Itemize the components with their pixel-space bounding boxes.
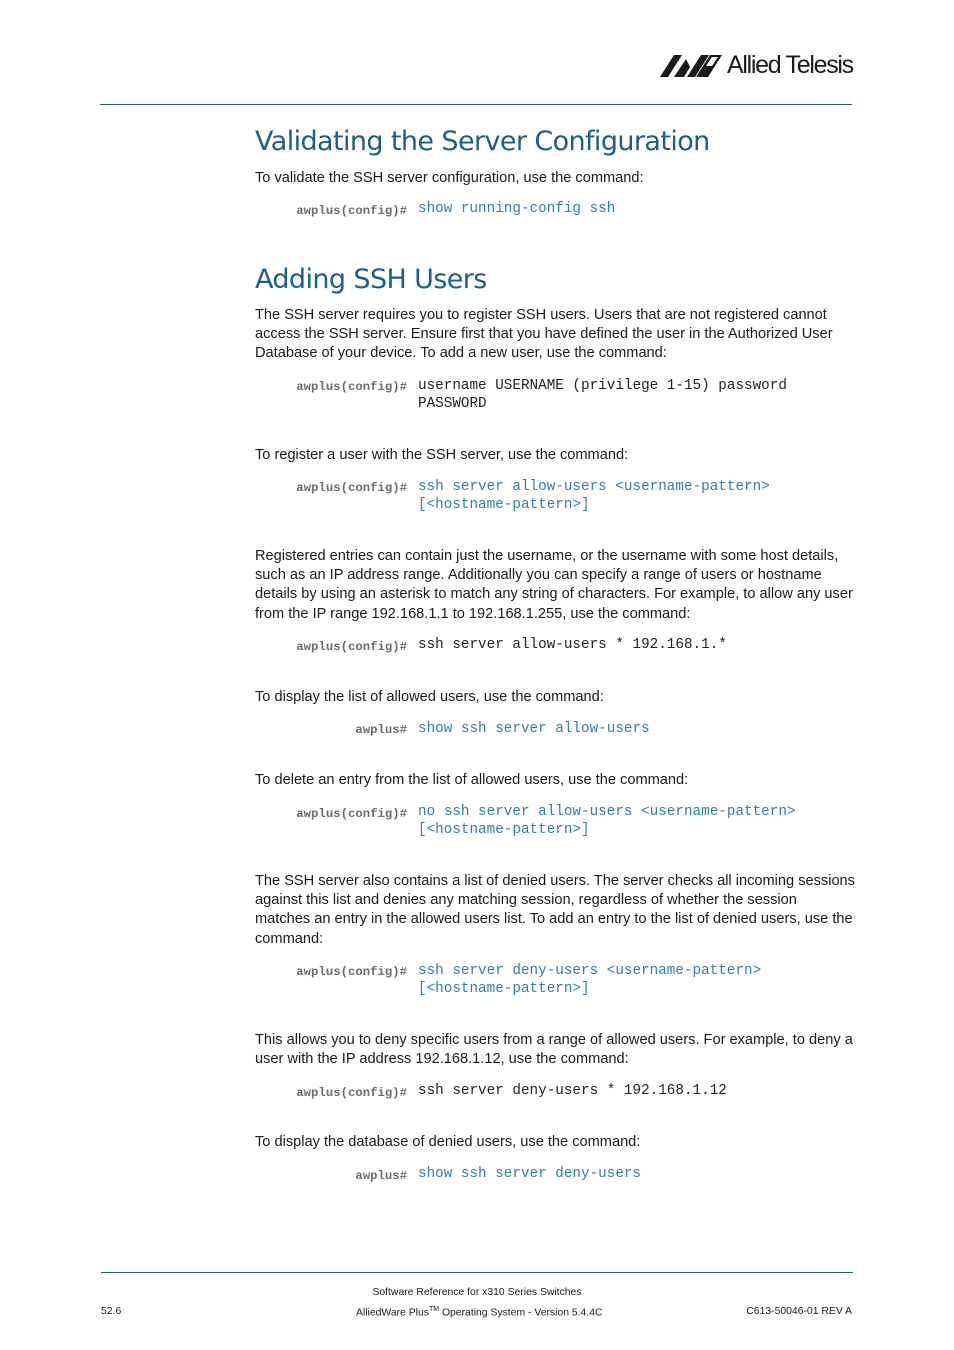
command-no-ssh-server-allow-users: no ssh server allow-users <username-pattern> [<hostname-pattern>] xyxy=(418,804,796,838)
command-show-allow-users: show ssh server allow-users xyxy=(418,721,650,737)
paragraph: This allows you to deny specific users from a range of allowed users. For example, to deny a user with the IP address 192.168.1.12, use the command: xyxy=(255,1032,853,1068)
command-prompt: awplus(config)# xyxy=(296,807,407,821)
paragraph: To delete an entry from the list of allowed users, use the command: xyxy=(255,772,689,788)
command-prompt: awplus(config)# xyxy=(296,640,407,654)
command-prompt: awplus(config)# xyxy=(296,380,407,394)
footer-product-version: Operating System - Version 5.4.4C xyxy=(439,1307,603,1319)
command-prompt: awplus# xyxy=(355,1169,407,1183)
command-prompt: awplus(config)# xyxy=(296,204,407,218)
heading-validating: Validating the Server Configuration xyxy=(255,126,710,157)
paragraph: To display the database of denied users, use the command: xyxy=(255,1134,641,1150)
footer-product-name: AlliedWare Plus xyxy=(356,1307,429,1319)
document-number: C613-50046-01 REV A xyxy=(746,1306,852,1317)
paragraph: The SSH server requires you to register SSH users. Users that are not registered cannot access the SSH server. Ensure first that you have defined the user in the Authorized User Database of your device. To add a new user, use the command: xyxy=(255,307,833,362)
command-show-deny-users: show ssh server deny-users xyxy=(418,1166,642,1182)
command-show-running-config: show running-config ssh xyxy=(418,201,616,217)
heading-adding-ssh-users: Adding SSH Users xyxy=(255,264,487,295)
command-allow-users-example: ssh server allow-users * 192.168.1.* xyxy=(418,637,727,653)
logo-text: Allied Telesis xyxy=(727,51,853,79)
command-prompt: awplus(config)# xyxy=(296,965,407,979)
paragraph: Registered entries can contain just the username, or the username with some host details, such as an IP address range. Additionally you can specify a range of users or hostname details by using an asterisk to match any string of characters. For example, to allow any user from the IP range 192.168.1.1 to 192.168.1.255, use the command: xyxy=(255,548,853,622)
footer-title: Software Reference for x310 Series Switches xyxy=(372,1287,582,1298)
command-deny-users-example: ssh server deny-users * 192.168.1.12 xyxy=(418,1083,727,1099)
validating-intro: To validate the SSH server configuration, use the command: xyxy=(255,170,644,186)
command-prompt: awplus(config)# xyxy=(296,1086,407,1100)
footer-rule xyxy=(101,1272,853,1273)
command-prompt: awplus(config)# xyxy=(296,481,407,495)
paragraph: To display the list of allowed users, use the command: xyxy=(255,689,604,705)
trademark: TM xyxy=(428,1306,440,1313)
footer-product xyxy=(356,1306,603,1318)
allied-telesis-logo xyxy=(660,50,855,80)
header-rule xyxy=(100,104,852,105)
paragraph: To register a user with the SSH server, use the command: xyxy=(255,447,629,463)
page-number: 52.6 xyxy=(101,1306,122,1317)
command-ssh-server-allow-users: ssh server allow-users <username-pattern> [<hostname-pattern>] xyxy=(418,479,770,513)
command-ssh-server-deny-users: ssh server deny-users <username-pattern> [<hostname-pattern>] xyxy=(418,963,762,997)
paragraph: The SSH server also contains a list of denied users. The server checks all incoming sessions against this list and denies any matching session, regardless of whether the session matches an entry in the allowed users list. To add an entry to the list of denied users, use the command: xyxy=(255,873,855,947)
logo-mark-icon xyxy=(660,53,724,79)
command-prompt: awplus# xyxy=(355,723,407,737)
command-username: username USERNAME (privilege 1-15) password PASSWORD xyxy=(418,378,787,412)
